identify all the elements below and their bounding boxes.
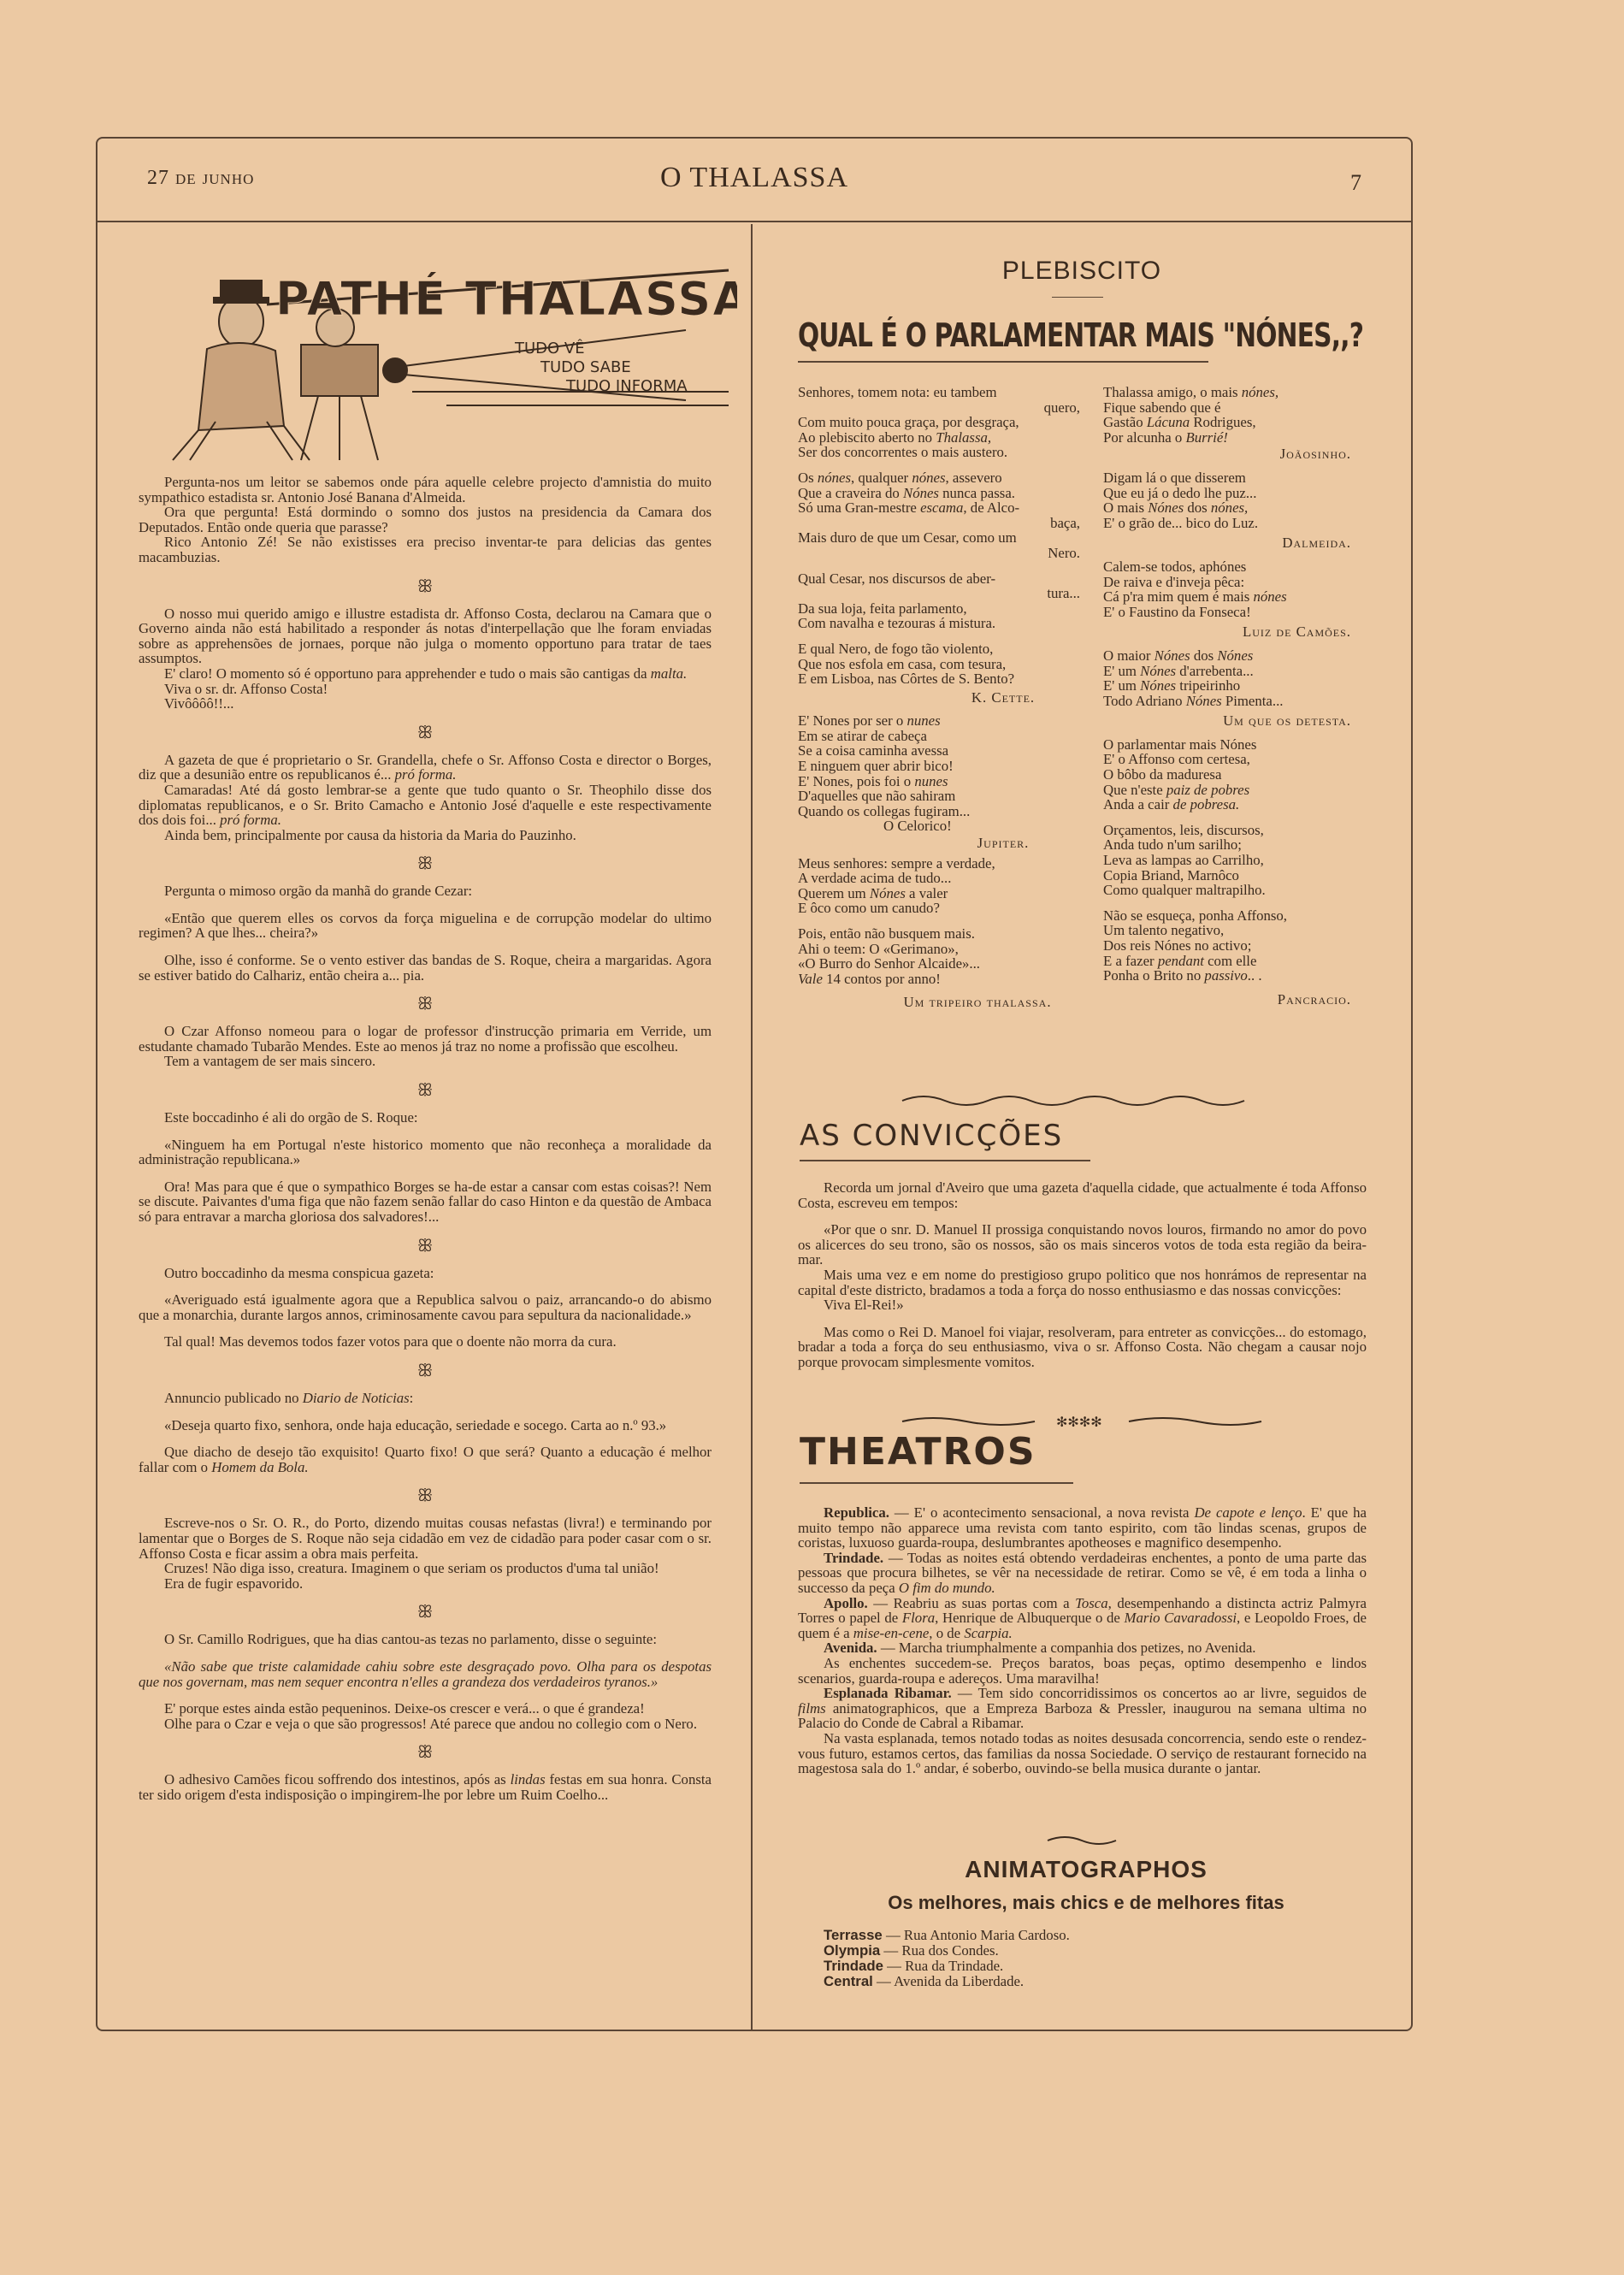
- paragraph: «Então que querem elles os corvos da força miguelina e de corrupção modelar do ultimo regimen? A que lhes... cheira?»: [139, 909, 712, 942]
- paragraph: Mas como o Rei D. Manoel foi viajar, resolveram, para entreter as convicções... do estomago, bradar a toda a força do seu enthusiasmo, viva o sr. Affonso Costa. Não chegam a causar nojo porque provocam simplesmente vomitos.: [798, 1323, 1367, 1370]
- ornament-divider: [898, 1090, 1266, 1111]
- paragraph: Era de fugir espavorido.: [164, 1575, 304, 1592]
- paragraph: «Não sabe que triste calamidade cahiu sobre este desgraçado povo. Olha para os despotas que nos governam, mas nem sequer encontra n'elles a grandeza dos verdadeiros tyranos.»: [139, 1658, 712, 1690]
- paragraph: Viva o sr. dr. Affonso Costa!: [164, 680, 328, 697]
- conviccoes-title: AS CONVICÇÕES: [800, 1119, 1064, 1153]
- paragraph: O Sr. Camillo Rodrigues, que ha dias cantou-as tezas no parlamento, disse o seguinte:: [164, 1631, 658, 1648]
- paragraph: O nosso mui querido amigo e illustre estadista dr. Affonso Costa, declarou na Camara que o Governo ainda não está habilitado a responder ás notas d'interpellação que lhe foram enviadas sobre as apprehensões de jornaes, porque não julga o momento opportuno para tratar de taes assumptos.: [139, 605, 712, 667]
- title-underline: [800, 1160, 1090, 1161]
- conviccoes-article: [798, 1180, 1367, 1370]
- question-rule: [798, 361, 1208, 363]
- paragraph: Recorda um jornal d'Aveiro que uma gazeta d'aquella cidade, que actualmente é toda Affonso Costa, escreveu em tempos:: [798, 1179, 1367, 1211]
- paragraph: E' porque estes ainda estão pequeninos. Deixe-os crescer e verá... o que é grandeza!: [164, 1700, 645, 1717]
- paragraph: Olhe para o Czar e veja o que são progressos! Até parece que andou no collegio com o Nero.: [164, 1715, 698, 1732]
- paragraph: Outro boccadinho da mesma conspicua gazeta:: [164, 1264, 434, 1281]
- paragraph: Apollo. — Reabriu as suas portas com a Tosca, desempenhando a distincta actriz Palmyra Torres o papel de Flora, Henrique de Albuquerque o de Mario Cavaradossi, e Leopoldo Froes, de quem é a mise-en-cene, o de Scarpia.: [798, 1594, 1367, 1641]
- paragraph: A gazeta de que é proprietario o Sr. Grandella, chefe o Sr. Affonso Costa e director o Borges, diz que a desunião entre os republicanos é... pró forma.: [139, 751, 712, 783]
- section-separator: ꕥ: [416, 995, 434, 1014]
- list-item: Trindade — Rua da Trindade.: [824, 1958, 1004, 1974]
- paragraph: O adhesivo Camões ficou soffrendo dos intestinos, após as lindas festas em sua honra. Consta ter sido origem d'esta indisposição o impingirem-lhe por lebre um Ruim Coelho...: [139, 1771, 712, 1803]
- paragraph: Mais uma vez e em nome do prestigioso grupo politico que nos honrámos de representar na capital d'este districto, bradamos a toda a força do nosso enthusiasmo e das nossas convicções:: [798, 1266, 1367, 1298]
- paragraph: Tal qual! Mas devemos todos fazer votos para que o doente não morra da cura.: [164, 1333, 617, 1350]
- plebiscito-question: QUAL É O PARLAMENTAR MAIS "NÓNES,,?: [798, 316, 1364, 354]
- section-separator: ꕥ: [416, 1603, 434, 1622]
- paragraph: Ainda bem, principalmente por causa da historia da Maria do Pauzinho.: [164, 826, 576, 843]
- paragraph: Camaradas! Até dá gosto lembrar-se a gente que tudo quanto o Sr. Theophilo disse dos diplomatas republicanos, e o Sr. Brito Camacho e Antonio José d'aquelle e este respectivamente dos dois foi... pró forma.: [139, 781, 712, 829]
- signature: K. Cette.: [971, 688, 1036, 706]
- paragraph: Na vasta esplanada, temos notado todas as noites desusada concorrencia, sendo este o rendez-vous futuro, estamos certos, das familias da nossa Sociedade. O serviço de restaurant fornecido na magestosa sala do 1.º andar, é soberbo, ouvindo-se bella musica durante o jantar.: [798, 1729, 1367, 1777]
- cinema-list: [824, 1928, 1070, 1989]
- section-separator: ꕥ: [416, 576, 434, 596]
- paragraph: Republica. — E' o acontecimento sensacional, a nova revista De capote e lenço. E' que ha muito tempo não apparece uma revista com tanto espirito, com tão lindas scenas, grupos de coristas, luxuoso guarda-roupa, deslumbrantes apotheoses e magnifico desempenho.: [798, 1504, 1367, 1551]
- animatographos-title: ANIMATOGRAPHOS: [965, 1856, 1208, 1882]
- section-separator: ꕥ: [416, 1236, 434, 1256]
- paragraph: Olhe, isso é conforme. Se o vento estiver das bandas de S. Roque, cheira a margaridas. Agora se estiver batido do Calhariz, então cheira a... pia.: [139, 952, 712, 984]
- paragraph: Avenida. — Marcha triumphalmente a companhia dos petizes, no Avenida.: [824, 1640, 1256, 1657]
- signature: Luiz de Camões.: [1242, 623, 1351, 641]
- paragraph: Trindade. — Todas as noites está obtendo verdadeiras enchentes, a ponto de uma parte das pessoas que procura bilhetes, se vêr na necessidade de retirar. Como se vê, é em toda a linha o successo da peça O fim do mundo.: [798, 1549, 1367, 1596]
- svg-text:TUDO SABE: TUDO SABE: [540, 358, 631, 376]
- newspaper-title: O THALASSA: [659, 162, 848, 193]
- paragraph: «Ninguem ha em Portugal n'este historico momento que não reconheça a moralidade da administração republicana.»: [139, 1136, 712, 1168]
- plebiscito-title: PLEBISCITO: [1001, 257, 1162, 285]
- paragraph: O Czar Affonso nomeou para o logar de professor d'instrucção primaria em Verride, um estudante chamado Tubarão Mendes. Este ao menos já traz no nome a profissão que escolheu.: [139, 1023, 712, 1055]
- section-separator: ꕥ: [416, 723, 434, 742]
- list-item: Terrasse — Rua Antonio Maria Cardoso.: [824, 1927, 1070, 1943]
- list-item: Central — Avenida da Liberdade.: [824, 1973, 1025, 1989]
- paragraph: Tem a vantagem de ser mais sincero.: [164, 1053, 376, 1070]
- signature: Dalmeida.: [1282, 535, 1351, 552]
- paragraph: Pergunta-nos um leitor se sabemos onde pára aquelle celebre projecto d'amnistia do muito sympathico estadista sr. Antonio José Banana d'Almeida.: [139, 474, 712, 505]
- svg-text:TUDO INFORMA: TUDO INFORMA: [566, 377, 688, 395]
- paragraph: Escreve-nos o Sr. O. R., do Porto, dizendo muitas cousas nefastas (livra!) e terminando por lamentar que o Borges de S. Roque não seja cidadão em vez de cidadão para poder casar com o sr. Affonso Costa e ficar assim a obra mais perfeita.: [139, 1515, 712, 1562]
- paragraph: «Deseja quarto fixo, senhora, onde haja educação, seriedade e socego. Carta ao n.º 93.»: [164, 1416, 667, 1433]
- paragraph: Que diacho de desejo tão exquisito! Quarto fixo! O que será? Quanto a educação é melhor fallar com o Homem da Bola.: [139, 1444, 712, 1475]
- section-separator: ꕥ: [416, 1486, 434, 1506]
- paragraph: «Por que o snr. D. Manuel II prossiga conquistando novos louros, firmando no amor do povo os alicerces do seu trono, são os nossos, são os mais sinceros votos de toda esta região da beira-mar.: [798, 1221, 1367, 1268]
- animatographos-subtitle: Os melhores, mais chics e de melhores fitas: [888, 1892, 1284, 1913]
- section-separator: ꕥ: [416, 1361, 434, 1380]
- title-underline: [800, 1482, 1073, 1484]
- ornament-divider: [1043, 1832, 1120, 1849]
- theatros-article: [798, 1505, 1367, 1776]
- paragraph: Vivôôôô!!...: [164, 695, 234, 712]
- paragraph: Annuncio publicado no Diario de Noticias:: [164, 1389, 414, 1406]
- list-item: Olympia — Rua dos Condes.: [824, 1942, 999, 1959]
- ornament-divider: [898, 1413, 1266, 1430]
- signature: Um que os detesta.: [1223, 712, 1351, 730]
- left-column-news: [139, 475, 712, 1802]
- signature: Jupiter.: [977, 835, 1030, 852]
- paragraph: Viva El-Rei!»: [824, 1297, 904, 1314]
- paragraph: E' claro! O momento só é opportuno para apprehender e tudo o mais são cantigas da malta.: [164, 665, 688, 682]
- title-rule: [1052, 297, 1103, 298]
- paragraph: Ora! Mas para que é que o sympathico Borges se ha-de estar a cansar com estas coisas?! Nem se discute. Paivantes d'uma figa que não fazem senão fallar do caso Hinton e da questão de Ambaca só para entravar a marcha gloriosa dos salvadores!...: [139, 1178, 712, 1225]
- verses-column-1: Senhores, tomem nota: eu tambem quero, Com muito pouca graça, por desgraça, Ao plebiscito aberto no Thalassa, Ser dos concorrentes o mais austero. Os nónes, qualquer nónes, assevero Que a craveira do Nónes nunca passa. Só uma Gran-mestre escama, de Alco- baça, Mais duro de que um Cesar, como um Nero. Qual Cesar, nos discursos de aber- tura... Da sua loja, feita parlamento, Com navalha e tezouras á mistura. E qual Nero, de fogo tão violento, Que nos esfola em casa, com tesura, E em Lisboa, nas Côrtes de S. Bento? K. Cette. E' Nones por ser o nunes Em se atirar de cabeça Se a coisa caminha avessa E ninguem quer abrir bico! E' Nones, pois foi o nunes D'aquelles que não sahiram Quando os collegas fugiram... O Celorico! Jupiter. Meus senhores: sempre a verdade, A verdade acima de tudo... Querem um Nónes a valer E ôco como um canudo? Pois, então não busquem mais. Ahi o teem: O «Gerimano», «O Burro do Senhor Alcaide»... Vale 14 contos por anno! Um tripeiro thalassa.: [798, 384, 1080, 1011]
- svg-text:TUDO VÊ: TUDO VÊ: [515, 340, 585, 358]
- section-separator: ꕥ: [416, 1743, 434, 1763]
- page-header: [96, 158, 1413, 210]
- signature: Pancracio.: [1277, 990, 1351, 1008]
- issue-date: 27 de junho: [147, 167, 255, 189]
- section-separator: ꕥ: [416, 1081, 434, 1101]
- verses-column-2: Thalassa amigo, o mais nónes, Fique sabendo que é Gastão Lácuna Rodrigues, Por alcunha o Burrié! Joãosinho. Digam lá o que disserem Que eu já o dedo lhe puz... O mais Nónes dos nónes, E' o grão de... bico do Luz. Dalmeida. Calem-se todos, aphónes De raiva e d'inveja pêca: Cá p'ra mim quem é mais nónes E' o Faustino da Fonseca! Luiz de Camões. O maior Nónes dos Nónes E' um Nónes d'arrebenta... E' um Nónes tripeirinho Todo Adriano Nónes Pimenta... Um que os detesta. O parlamentar mais Nónes E' o Affonso com certesa, O bôbo da maduresa Que n'este paiz de pobres Anda a cair de pobresa. Orçamentos, leis, discursos, Anda tudo n'um sarilho; Leva as lampas ao Carrilho, Copia Briand, Marnôco Como qualquer maltrapilho. Não se esqueça, ponha Affonso, Um talento negativo, Dos reis Nónes no activo; E a fazer pendant com elle Ponha o Brito no passivo.. . Pancracio.: [1103, 384, 1351, 1008]
- paragraph: Esplanada Ribamar. — Tem sido concorridissimos os concertos ao ar livre, seguidos de films animatographicos, que a Empreza Barboza & Pressler, inaugurou na semana ultima no Palacio do Conde de Cabral a Ribamar.: [798, 1685, 1367, 1732]
- paragraph: Ora que pergunta! Está dormindo o somno dos justos na presidencia da Camara dos Deputados. Então onde queria que parasse?: [139, 504, 712, 535]
- paragraph: Pergunta o mimoso orgão da manhã do grande Cezar:: [164, 883, 473, 900]
- signature: Um tripeiro thalassa.: [903, 994, 1052, 1011]
- section-separator: ꕥ: [416, 854, 434, 874]
- pathe-thalassa-logo: [139, 255, 737, 469]
- paragraph: As enchentes succedem-se. Preços baratos, boas peças, optimo desempenho e lindos scenarios, guarda-roupa e adereços. Uma maravilha!: [798, 1654, 1367, 1687]
- signature: Joãosinho.: [1279, 446, 1351, 463]
- theatros-title: THEATROS: [800, 1430, 1036, 1474]
- column-divider: [751, 224, 753, 2030]
- header-rule: [96, 221, 1413, 222]
- page-number: 7: [1350, 170, 1361, 195]
- paragraph: Este boccadinho é ali do orgão de S. Roque:: [164, 1109, 418, 1126]
- paragraph: «Averiguado está igualmente agora que a Republica salvou o paiz, arrancando-o do abismo que a monarchia, durante largos annos, criminosamente cavou para sepultura da nacionalidade.»: [139, 1291, 712, 1323]
- svg-text:✻✻✻✻: ✻✻✻✻: [1056, 1414, 1102, 1430]
- paragraph: Cruzes! Não diga isso, creatura. Imaginem o que seriam os productos d'uma tal união!: [164, 1560, 659, 1577]
- logo-wordmark: PATHÉ THALASSA: [275, 272, 737, 326]
- paragraph: Rico Antonio Zé! Se não existisses era preciso inventar-te para delicias das gentes macambuzias.: [139, 534, 712, 565]
